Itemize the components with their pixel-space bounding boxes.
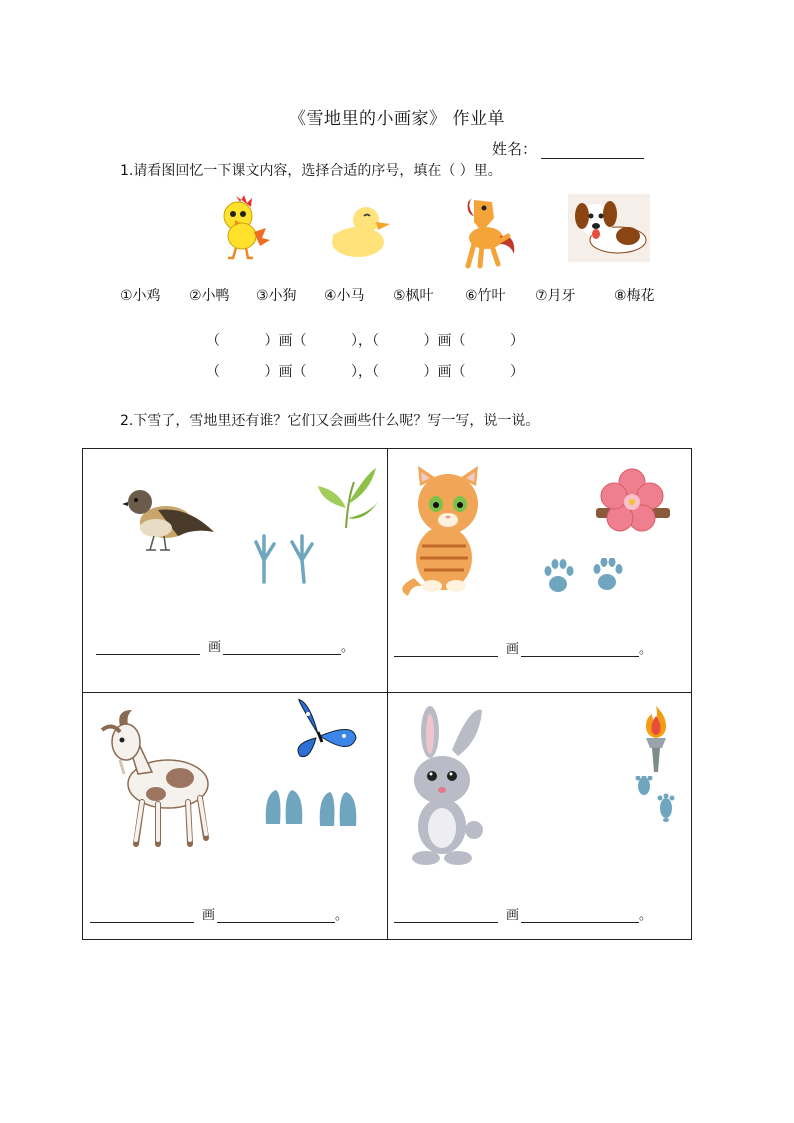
name-label: 姓名：: [492, 140, 538, 158]
hoof-print-icon: [264, 788, 358, 828]
chick-icon: [214, 192, 270, 262]
option-8: ⑧梅花: [614, 288, 655, 304]
duckling-icon: [330, 202, 392, 260]
drawing-blank[interactable]: [521, 642, 639, 657]
draw-word: 画: [208, 640, 222, 655]
question-2: 2.下雪了，雪地里还有谁？它们又会画些什么呢？写一写，说一说。: [120, 413, 540, 429]
puppy-icon: [568, 194, 650, 262]
drawing-blank[interactable]: [223, 640, 341, 655]
option-7: ⑦月牙: [535, 288, 576, 304]
period: 。: [639, 642, 653, 657]
option-6: ⑥竹叶: [465, 288, 506, 304]
name-blank[interactable]: [541, 142, 644, 159]
draw-word: 画: [506, 908, 520, 923]
kitten-icon: [398, 462, 494, 598]
drawing-blank[interactable]: [521, 908, 639, 923]
option-1: ①小鸡: [120, 288, 161, 304]
butterfly-icon: [288, 698, 358, 762]
animal-blank[interactable]: [394, 642, 498, 657]
draw-word: 画: [506, 642, 520, 657]
fill-sentence-2: [394, 638, 652, 657]
grid-divider-vertical: [387, 448, 388, 940]
drawing-blank[interactable]: [217, 908, 335, 923]
draw-word: 画: [202, 908, 216, 923]
animal-blank[interactable]: [90, 908, 194, 923]
animal-blank[interactable]: [394, 908, 498, 923]
fill-sentence-4: [394, 904, 652, 923]
page-title: 《雪地里的小画家》 作业单: [289, 109, 505, 129]
bamboo-leaf-icon: [316, 464, 380, 530]
name-field: [492, 138, 644, 159]
answer-row-2[interactable]: （ ）画（ ），（ ）画（ ）: [206, 364, 525, 380]
goat-icon: [96, 708, 216, 850]
paw-print-icon: [544, 558, 626, 598]
period: 。: [341, 640, 355, 655]
period: 。: [335, 908, 349, 923]
rabbit-icon: [404, 706, 488, 866]
fill-sentence-3: [90, 904, 348, 923]
answer-row-1[interactable]: （ ）画（ ），（ ）画（ ）: [206, 333, 525, 349]
torch-icon: [640, 704, 672, 774]
option-5: ⑤枫叶: [393, 288, 434, 304]
period: 。: [639, 908, 653, 923]
option-4: ④小马: [324, 288, 365, 304]
question-1: 1.请看图回忆一下课文内容，选择合适的序号，填在（ ）里。: [120, 163, 502, 179]
option-3: ③小狗: [256, 288, 297, 304]
option-2: ②小鸭: [189, 288, 230, 304]
fill-sentence-1: [96, 636, 354, 655]
plum-blossom-icon: [596, 468, 670, 538]
rabbit-footprint-icon: [634, 776, 680, 822]
sparrow-icon: [122, 484, 216, 556]
grid-divider-horizontal: [82, 692, 692, 693]
bird-footprint-icon: [250, 534, 322, 584]
pony-icon: [452, 192, 518, 270]
animal-blank[interactable]: [96, 640, 200, 655]
